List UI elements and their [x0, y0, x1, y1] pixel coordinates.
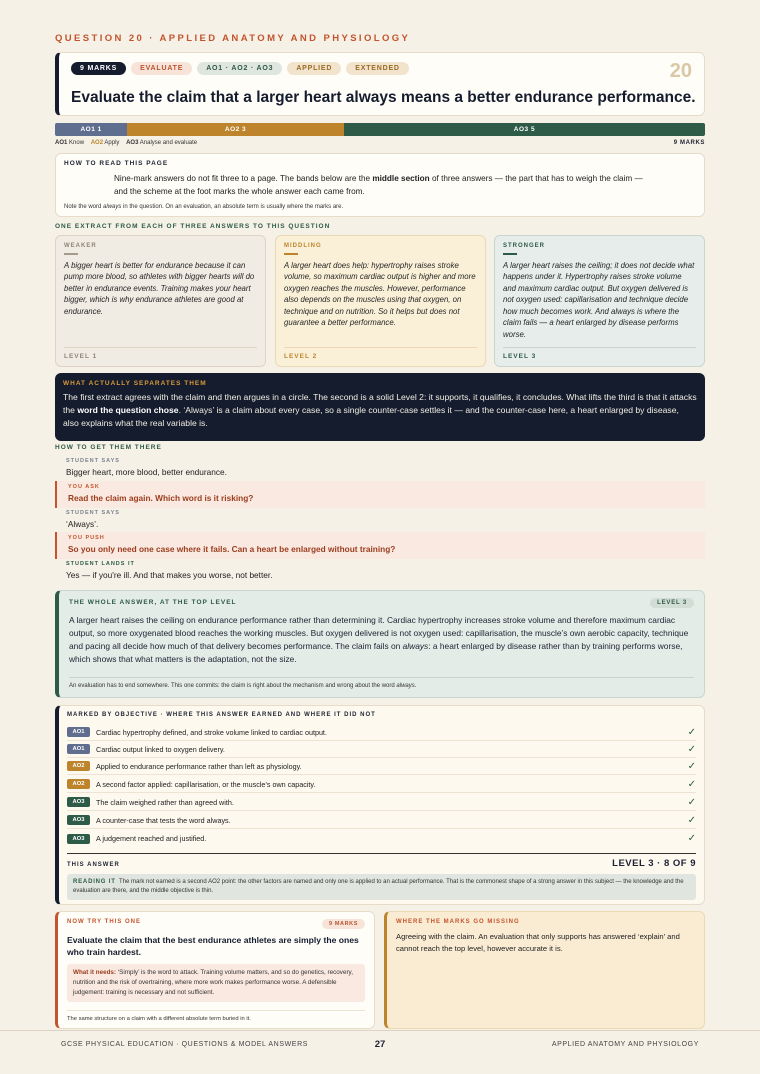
legend-ao2: AO2 [90, 140, 104, 146]
mark-row-text: Cardiac hypertrophy defined, and stroke volume linked to cardiac output. [96, 727, 327, 737]
check-icon: ✓ [687, 726, 696, 738]
whole-before: A larger heart raises the ceiling on endurance performance rather than determining it. Cardiac hypertrophy increases stroke volume and therefore maximum cardiac output, so more oxygenated blood reaches the working muscles. But oxygen delivered is not oxygen used: capillarisation, the muscle’s own aerobic capacity, technique and pacing all decide how much of that delivery becomes performance. The claim fails on [69, 615, 689, 651]
reading-it-label: READING IT [73, 879, 116, 885]
try-note: The same structure on a claim with a different absolute term buried in it. [67, 1010, 365, 1022]
needs-label: What it needs: [73, 969, 117, 976]
dialogue-speaker: YOU ASK [68, 484, 100, 490]
dialogue-speaker: STUDENT SAYS [66, 458, 120, 464]
mark-row-text: A judgement reached and justified. [96, 834, 207, 843]
try-this-card [55, 911, 375, 1029]
command-pill: EVALUATE [131, 62, 192, 75]
dialogue-line [55, 508, 705, 532]
mark-bar-legend [55, 140, 197, 146]
try-marks-badge: 9 MARKS [322, 919, 365, 929]
try-question: Evaluate the claim that the best endurance athletes are simply the ones who train hardest. [67, 935, 359, 957]
whole-note-before: An evaluation has to end somewhere. This one commits: the claim is right about the mechanism and wrong about the word [69, 683, 397, 689]
mark-row [67, 830, 696, 847]
whole-after: : a heart enlarged by disease rather than by training performs worse, which shows that what matters is the adaptation, not the size. [69, 641, 683, 664]
dialogue-text: Bigger heart, more blood, better endurance. [66, 467, 227, 477]
how-to-read-note [64, 204, 343, 210]
extract-rule [284, 253, 298, 255]
footer-rule [0, 1030, 760, 1031]
extracts-label: ONE EXTRACT FROM EACH OF THREE ANSWERS TO THIS QUESTION [55, 223, 331, 230]
question-title: Evaluate the claim that a larger heart always means a better endurance performance. [71, 89, 696, 106]
dialogue-text: Yes — if you're ill. And that makes you worse, not better. [66, 570, 273, 580]
dialogue-text: ‘Always’. [66, 519, 99, 529]
ao2-segment: AO2 3 [127, 123, 344, 136]
ao1-segment: AO1 1 [55, 123, 127, 136]
ao-tag: AO2 [67, 761, 90, 771]
dialogue-line [55, 457, 705, 481]
extract-level: LEVEL 2 [284, 347, 477, 360]
mark-row-text: A counter-case that tests the word always. [96, 815, 231, 825]
how-text-before: Nine-mark answers do not fit three to a page. The bands below are the [114, 174, 373, 183]
footer-right: APPLIED ANATOMY AND PHYSIOLOGY [551, 1041, 699, 1048]
extract-rule [503, 253, 517, 255]
dialogue-label: HOW TO GET THEM THERE [55, 444, 162, 451]
whole-answer-note [69, 677, 694, 689]
separates-panel [55, 373, 705, 441]
mark-row [67, 724, 696, 741]
sep-after: . ‘Always’ is a claim about every case, so a single counter-case settles it — and the counter-case here, a heart enlarged by disease, also explains what the real variable is. [63, 405, 679, 428]
extract-rule [64, 253, 78, 255]
what-it-needs-box [67, 964, 365, 1002]
whole-answer-card [55, 590, 705, 698]
legend-ao1-text: Know [69, 140, 85, 146]
how-text-bold: middle section [372, 174, 430, 183]
separates-label: WHAT ACTUALLY SEPARATES THEM [63, 380, 207, 387]
extract-stronger [494, 235, 705, 367]
how-text-after: of three answers — the part that has to weigh the claim — and the scheme at the foot marks the whole answer each came from. [114, 174, 643, 196]
this-answer-label: THIS ANSWER [67, 862, 120, 868]
check-icon: ✓ [687, 760, 696, 772]
marks-missing-card [384, 911, 705, 1029]
dialogue-line-ask [55, 481, 705, 508]
check-icon: ✓ [687, 833, 696, 844]
how-to-read-label: HOW TO READ THIS PAGE [64, 160, 169, 167]
mark-row-text: Applied to endurance performance rather than left as physiology. [96, 761, 302, 771]
dialogue-text: So you only need one case where it fails. Can a heart be enlarged without training? [68, 544, 396, 554]
level-badge: LEVEL 3 [650, 598, 694, 608]
question-card [55, 52, 705, 116]
mark-row-text: The claim weighed rather than agreed with. [96, 797, 234, 807]
note-after: in the question. On an evaluation, an absolute term is usually where the marks are. [121, 204, 344, 210]
mark-row [67, 776, 696, 793]
extract-level: LEVEL 3 [503, 347, 696, 360]
question-kicker: QUESTION 20 · APPLIED ANATOMY AND PHYSIOLOGY [55, 33, 411, 44]
objectives-pill: AO1 · AO2 · AO3 [197, 62, 282, 75]
marks-missing-label: WHERE THE MARKS GO MISSING [396, 919, 520, 925]
dialogue-text: Read the claim again. Which word is it risking? [68, 493, 254, 503]
whole-note-after: . [414, 683, 417, 689]
marked-label: MARKED BY OBJECTIVE · WHERE THIS ANSWER EARNED AND WHERE IT DID NOT [67, 712, 376, 718]
separates-text [63, 391, 697, 430]
check-icon: ✓ [687, 778, 696, 790]
mark-row-text: A second factor applied: capillarisation, or the muscle’s own capacity. [96, 779, 316, 789]
extract-label: WEAKER [64, 243, 97, 249]
dialogue-line-push [55, 532, 705, 559]
ao-tag: AO3 [67, 797, 90, 807]
reading-it-text: The mark not earned is a second AO2 point: the other factors are named and only one is applied to an actual performance. That is the commonest shape of a strong answer in this subject — the knowledge and the evaluation are there, and the middle objective is thin. [73, 879, 684, 894]
legend-ao1: AO1 [55, 140, 68, 146]
footer-left: GCSE PHYSICAL EDUCATION · QUESTIONS & MODEL ANSWERS [61, 1041, 308, 1048]
legend-ao3-text: Analyse and evaluate [139, 140, 198, 146]
check-icon: ✓ [687, 796, 696, 808]
extract-weaker [55, 235, 266, 367]
legend-ao3: AO3 [126, 140, 139, 146]
extract-level: LEVEL 1 [64, 347, 257, 360]
mark-row [67, 812, 696, 829]
dialogue-speaker: YOU PUSH [68, 535, 105, 541]
mark-allocation-bar [55, 123, 705, 136]
whole-answer-text [69, 614, 694, 666]
dialogue-speaker: STUDENT LANDS IT [66, 561, 135, 567]
whole-italic: always [402, 641, 429, 651]
ao-tag: AO3 [67, 834, 90, 844]
marks-missing-text: Agreeing with the claim. An evaluation that only supports has answered ‘explain’ and cannot reach the top level, however accurate it is. [396, 932, 680, 953]
extract-text: A bigger heart is better for endurance because it can pump more blood, so athletes with bigger hearts will do better in endurance events. Training makes your heart bigger, which is why endurance athletes are good at endurance. [64, 260, 255, 316]
how-to-read-card [55, 153, 705, 217]
extract-label: STRONGER [503, 243, 546, 249]
check-icon: ✓ [687, 814, 696, 826]
extract-middling [275, 235, 486, 367]
applied-pill: APPLIED [287, 62, 341, 75]
extended-pill: EXTENDED [346, 62, 409, 75]
ao-tag: AO2 [67, 779, 90, 789]
whole-note-italic: always [396, 683, 415, 689]
mark-row [67, 741, 696, 758]
whole-answer-label: THE WHOLE ANSWER, AT THE TOP LEVEL [69, 599, 237, 606]
extract-text: A larger heart raises the ceiling; it does not decide what happens under it. Hypertrophy raises stroke volume and maximum cardiac output. But oxygen delivered is not oxygen used: capillarisation and technique decide how much becomes work. And always is where the claim fails — a heart enlarged by disease performs worse. [503, 260, 695, 339]
marks-pill: 9 MARKS [71, 62, 126, 75]
extract-text: A larger heart does help: hypertrophy raises stroke volume, so maximum cardiac output is higher and more oxygen reaches the muscles. However, performance also depends on the muscles using that oxygen, on technique and on nutrition. So it helps but does not guarantee a better performance. [284, 260, 476, 327]
note-before: Note the word [64, 204, 104, 210]
ao-tag: AO3 [67, 815, 90, 825]
how-to-read-text [114, 172, 644, 198]
mark-row [67, 758, 696, 775]
note-italic: always [103, 204, 122, 210]
dialogue-speaker: STUDENT SAYS [66, 510, 120, 516]
dialogue-line-lands [55, 559, 705, 585]
score-divider [67, 853, 696, 854]
ao-tag: AO1 [67, 727, 90, 737]
total-marks: 9 MARKS [673, 140, 705, 146]
answer-score: LEVEL 3 · 8 OF 9 [612, 858, 696, 869]
question-number: 20 [669, 60, 692, 82]
page-number: 27 [374, 1039, 386, 1050]
extract-label: MIDDLING [284, 243, 322, 249]
mark-row-text: Cardiac output linked to oxygen delivery. [96, 744, 225, 754]
reading-it-box [67, 874, 696, 900]
ao3-segment: AO3 5 [344, 123, 705, 136]
sep-before: The first extract agrees with the claim and then argues in a circle. The second is a solid Level 2: it supports, it qualifies, it concludes. What lifts the third is that it attacks the [63, 392, 697, 415]
needs-text: ‘Simply’ is the word to attack. Training volume matters, and so do genetics, recovery, nutrition and the risk of overtraining, where more work makes performance worse. A defensible judgement: training is necessary and not sufficient. [73, 969, 353, 996]
question-pills [71, 62, 409, 75]
try-this-label: NOW TRY THIS ONE [67, 919, 142, 925]
sep-bold: word the question chose [77, 405, 179, 415]
mark-row [67, 794, 696, 811]
ao-tag: AO1 [67, 744, 90, 754]
marked-by-objective-card [55, 705, 705, 905]
legend-ao2-text: Apply [104, 140, 120, 146]
check-icon: ✓ [687, 743, 696, 755]
